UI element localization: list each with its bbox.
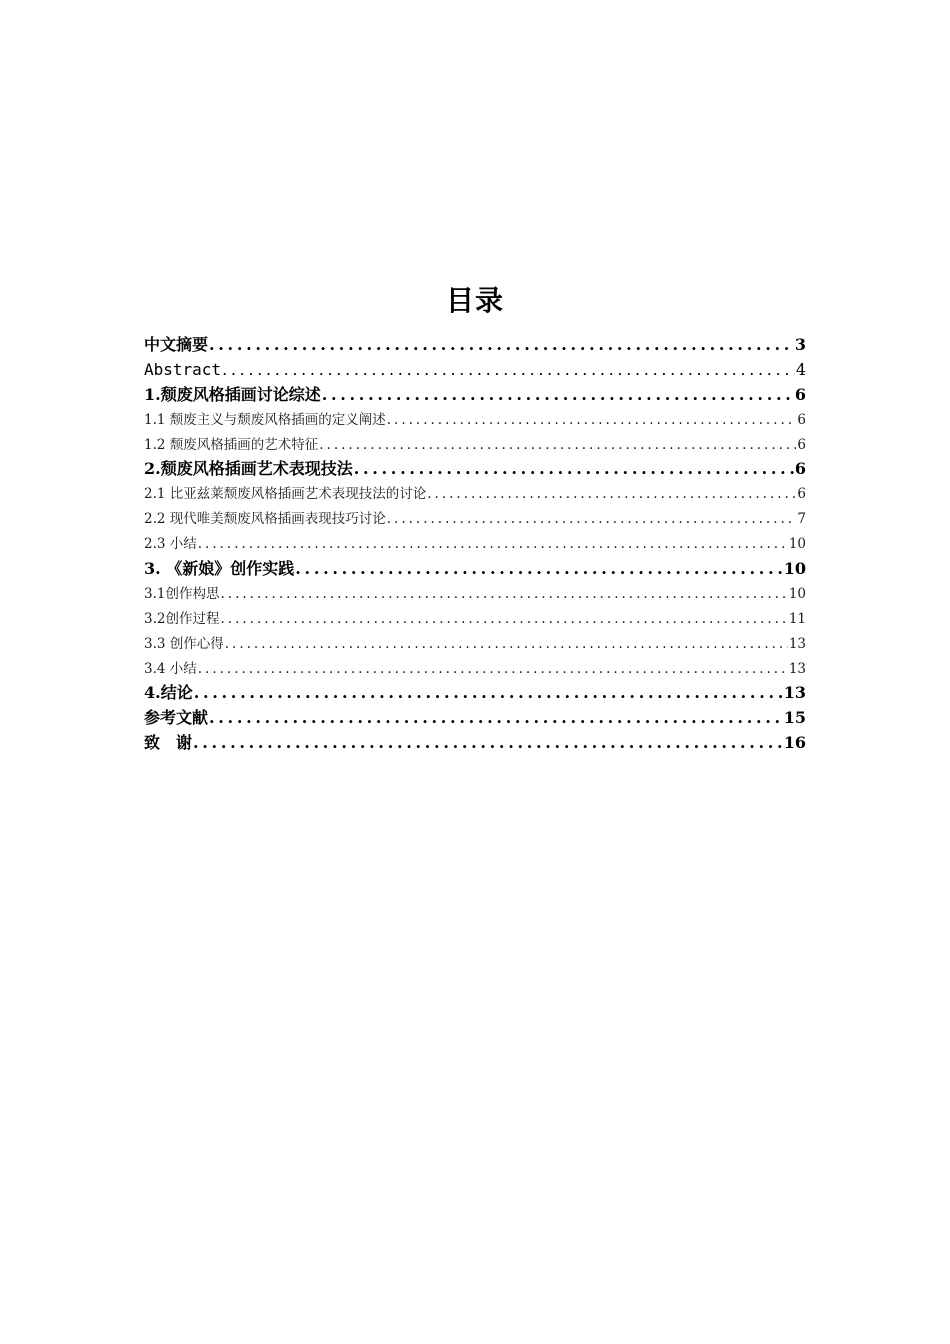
toc-dot-leader — [198, 657, 788, 682]
toc-dot-leader — [209, 706, 783, 731]
toc-dot-leader — [220, 582, 787, 607]
toc-dot-leader — [322, 383, 794, 408]
toc-entry-label: 2.1 比亚兹莱颓废风格插画艺术表现技法的讨论 — [144, 486, 427, 503]
toc-entry-label: 1.1 颓废主义与颓废风格插画的定义阐述 — [144, 411, 386, 428]
toc-entry-chapter-4[interactable] — [144, 681, 806, 706]
toc-entry-section-3-4[interactable] — [144, 657, 806, 682]
toc-entry-label: Abstract — [144, 359, 222, 379]
toc-entry-section-3-1[interactable] — [144, 582, 806, 607]
toc-entry-section-2-3[interactable] — [144, 532, 806, 557]
toc-page-number: 13 — [788, 635, 806, 652]
toc-entry-label: 3. 《新娘》创作实践 — [144, 559, 295, 579]
toc-page-number: 6 — [797, 486, 806, 503]
toc-entry-label: 2.2 现代唯美颓废风格插画表现技巧讨论 — [144, 511, 386, 528]
toc-entry-section-1-1[interactable] — [144, 408, 806, 433]
toc-entry-section-3-3[interactable] — [144, 632, 806, 657]
toc-dot-leader — [354, 457, 794, 482]
toc-entry-label: 致 谢 — [144, 733, 193, 753]
toc-page-number: 13 — [783, 683, 806, 703]
toc-page-number: 6 — [797, 411, 806, 428]
toc-entry-chinese-abstract[interactable] — [144, 333, 806, 358]
toc-page-number: 6 — [794, 384, 806, 404]
toc-dot-leader — [295, 557, 782, 582]
toc-page-number: 6 — [794, 459, 806, 479]
toc-dot-leader — [427, 482, 796, 507]
toc-title: 目录 — [445, 284, 504, 317]
toc-entry-label: 1.2 颓废风格插画的艺术特征 — [144, 436, 319, 453]
toc-entry-label: 1.颓废风格插画讨论综述 — [144, 384, 321, 404]
toc-entry-references[interactable] — [144, 706, 806, 731]
toc-entry-label: 3.4 小结 — [144, 660, 197, 677]
toc-dot-leader — [198, 532, 788, 557]
toc-dot-leader — [387, 408, 797, 433]
toc-dot-leader — [319, 433, 796, 458]
toc-entry-section-2-2[interactable] — [144, 507, 806, 532]
toc-entry-chapter-2[interactable] — [144, 457, 806, 482]
toc-entry-section-3-2[interactable] — [144, 607, 806, 632]
toc-page-number: 16 — [783, 733, 806, 753]
toc-dot-leader — [209, 333, 794, 358]
toc-entry-label: 2.颓废风格插画艺术表现技法 — [144, 459, 353, 479]
toc-dot-leader — [193, 731, 783, 756]
toc-page-number: 15 — [783, 708, 806, 728]
toc-page-number: 10 — [788, 585, 806, 602]
toc-dot-leader — [220, 607, 787, 632]
toc-entry-label: 3.2创作过程 — [144, 610, 220, 627]
toc-dot-leader — [387, 507, 797, 532]
toc-page-number: 11 — [788, 610, 806, 627]
toc-dot-leader — [222, 358, 795, 383]
toc-page-number: 10 — [783, 559, 806, 579]
toc-entry-chapter-3[interactable] — [144, 557, 806, 582]
toc-entry-label: 中文摘要 — [144, 335, 209, 354]
toc-page-number: 3 — [794, 335, 806, 354]
toc-dot-leader — [194, 681, 783, 706]
toc-entry-label: 3.1创作构思 — [144, 585, 220, 602]
toc-dot-leader — [225, 632, 788, 657]
table-of-contents — [144, 333, 806, 756]
toc-entry-section-2-1[interactable] — [144, 482, 806, 507]
toc-entry-label: 参考文献 — [144, 708, 209, 728]
toc-entry-chapter-1[interactable] — [144, 383, 806, 408]
toc-entry-abstract[interactable] — [144, 358, 806, 383]
toc-entry-acknowledgements[interactable] — [144, 731, 806, 756]
toc-entry-label: 2.3 小结 — [144, 536, 197, 553]
toc-page-number: 10 — [788, 536, 806, 553]
toc-page-number: 13 — [788, 660, 806, 677]
toc-page-number: 7 — [797, 511, 806, 528]
toc-page-number: 6 — [797, 436, 806, 453]
toc-entry-label: 3.3 创作心得 — [144, 635, 224, 652]
toc-entry-section-1-2[interactable] — [144, 433, 806, 458]
toc-page-number: 4 — [795, 359, 806, 379]
toc-entry-label: 4.结论 — [144, 683, 193, 703]
